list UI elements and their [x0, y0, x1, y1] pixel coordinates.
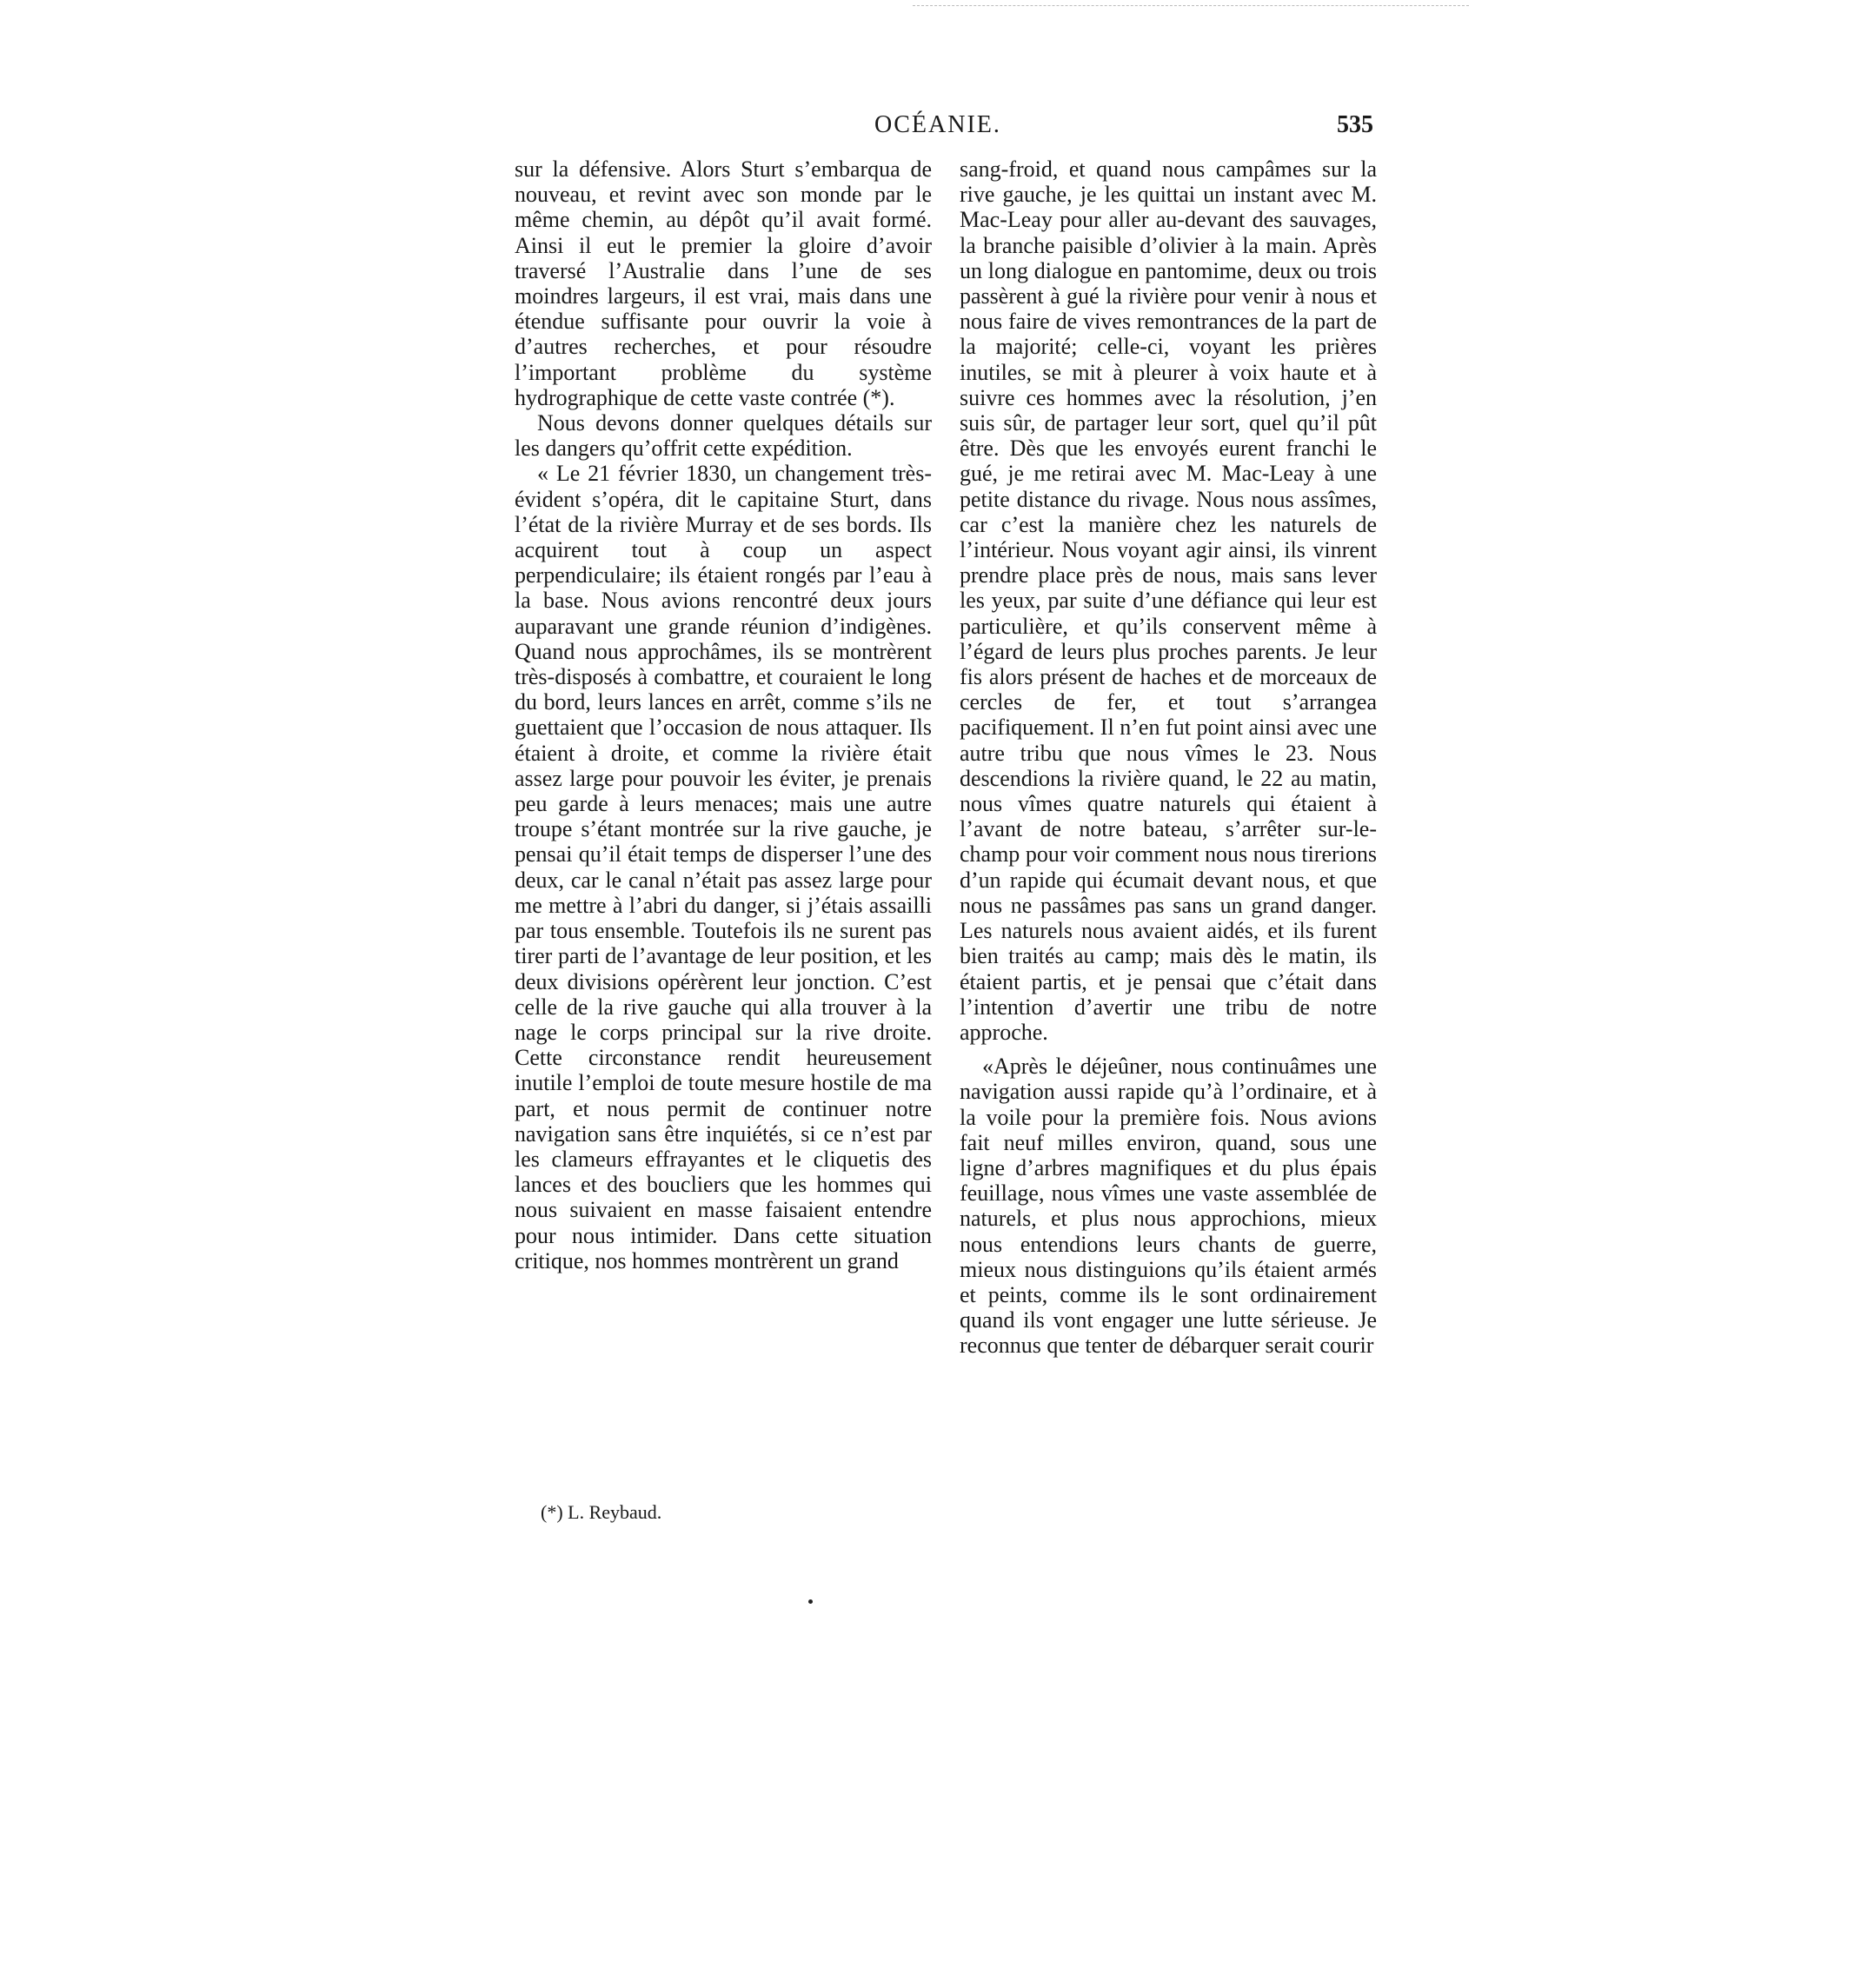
page-header — [515, 111, 1373, 146]
paragraph: « Le 21 février 1830, un changement très-évident s’opéra, dit le capitaine Sturt, dans l’état de la rivière Murray et de ses bords. Ils acquirent tout à coup un aspect perpendiculaire; ils étaient rongés par l’eau à la base. Nous avions rencontré deux jours auparavant une grande réunion d’indigènes. Quand nous approchâmes, ils se montrèrent très-disposés à combattre, et couraient le long du bord, leurs lances en arrêt, comme s’ils ne guettaient que l’occasion de nous attaquer. Ils étaient à droite, et comme la rivière était assez large pour pouvoir les éviter, je prenais peu garde à leurs menaces; mais une autre troupe s’étant montrée sur la rive gauche, je pensai qu’il était temps de disperser l’une des deux, car le canal n’était pas assez large pour me mettre à l’abri du danger, si j’étais assailli par tous ensemble. Toutefois ils ne surent pas tirer parti de l’avantage de leur position, et les deux divisions opérèrent leur jonction. C’est celle de la rive gauche qui alla trouver à la nage le corps principal sur la rive droite. Cette circonstance rendit heureusement inutile l’emploi de toute mesure hostile de ma part, et nous permit de continuer notre navigation sans être inquiétés, si ce n’est par les clameurs effrayantes et le cliquetis des lances et des boucliers que les hommes qui nous suivaient en masse faisaient entendre pour nous intimider. Dans cette situation critique, nos hommes montrèrent un grand — [515, 461, 932, 1273]
running-title: OCÉANIE. — [874, 111, 1001, 138]
page-number: 535 — [1337, 111, 1373, 138]
paragraph: «Après le déjeûner, nous continuâmes une navigation aussi rapide qu’à l’ordinaire, et à la voile pour la première fois. Nous avions fait neuf milles environ, quand, sous une ligne d’arbres magnifiques et du plus épais feuillage, nous vîmes une vaste assemblée de naturels, et plus nous approchions, mieux nous entendions leurs chants de guerre, mieux nous distinguions qu’ils étaient armés et peints, comme ils le sont ordinairement quand ils vont engager une lutte sérieuse. Je reconnus que tenter de débarquer serait courir — [960, 1054, 1377, 1359]
left-column — [515, 156, 932, 1273]
footnote: (*) L. Reybaud. — [541, 1501, 662, 1523]
ink-speck — [808, 1599, 813, 1604]
paragraph: sur la défensive. Alors Sturt s’embarqua de nouveau, et revint avec son monde par le même chemin, au dépôt qu’il avait formé. Ainsi il eut le premier la gloire d’avoir traversé l’Australie dans l’une de ses moindres largeurs, il est vrai, mais dans une étendue suffisante pour ouvrir la voie à d’autres recherches, et pour résoudre l’important problème du système hydrographique de cette vaste contrée (*). — [515, 156, 932, 410]
right-column — [960, 156, 1377, 1359]
paragraph: Nous devons donner quelques détails sur les dangers qu’offrit cette expédition. — [515, 410, 932, 462]
scan-edge-marks — [913, 5, 1469, 11]
paragraph: sang-froid, et quand nous campâmes sur la rive gauche, je les quittai un instant avec M. Mac-Leay pour aller au-devant des sauvages, la branche paisible d’olivier à la main. Après un long dialogue en pantomime, deux ou trois passèrent à gué la rivière pour venir à nous et nous faire de vives remontrances de la part de la majorité; celle-ci, voyant les prières inutiles, se mit à pleurer à voix haute et à suivre ces hommes avec la résolution, j’en suis sûr, de partager leur sort, quel qu’il pût être. Dès que les envoyés eurent franchi le gué, je me retirai avec M. Mac-Leay à une petite distance du rivage. Nous nous assîmes, car c’est la manière chez les naturels de l’intérieur. Nous voyant agir ainsi, ils vinrent prendre place près de nous, mais sans lever les yeux, par suite d’une défiance qui leur est particulière, et qu’ils conservent même à l’égard de leurs plus proches parents. Je leur fis alors présent de haches et de morceaux de cercles de fer, et tout s’arrangea pacifiquement. Il n’en fut point ainsi avec une autre tribu que nous vîmes le 23. Nous descendions la rivière quand, le 22 au matin, nous vîmes quatre naturels qui étaient à l’avant de notre bateau, s’arrêter sur-le-champ pour voir comment nous nous tirerions d’un rapide qui écumait devant nous, et que nous ne passâmes pas sans un grand danger. Les naturels nous avaient aidés, et ils furent bien traités au camp; mais dès le matin, ils étaient partis, et je pensai que c’était dans l’intention d’avertir une tribu de notre approche. — [960, 156, 1377, 1045]
